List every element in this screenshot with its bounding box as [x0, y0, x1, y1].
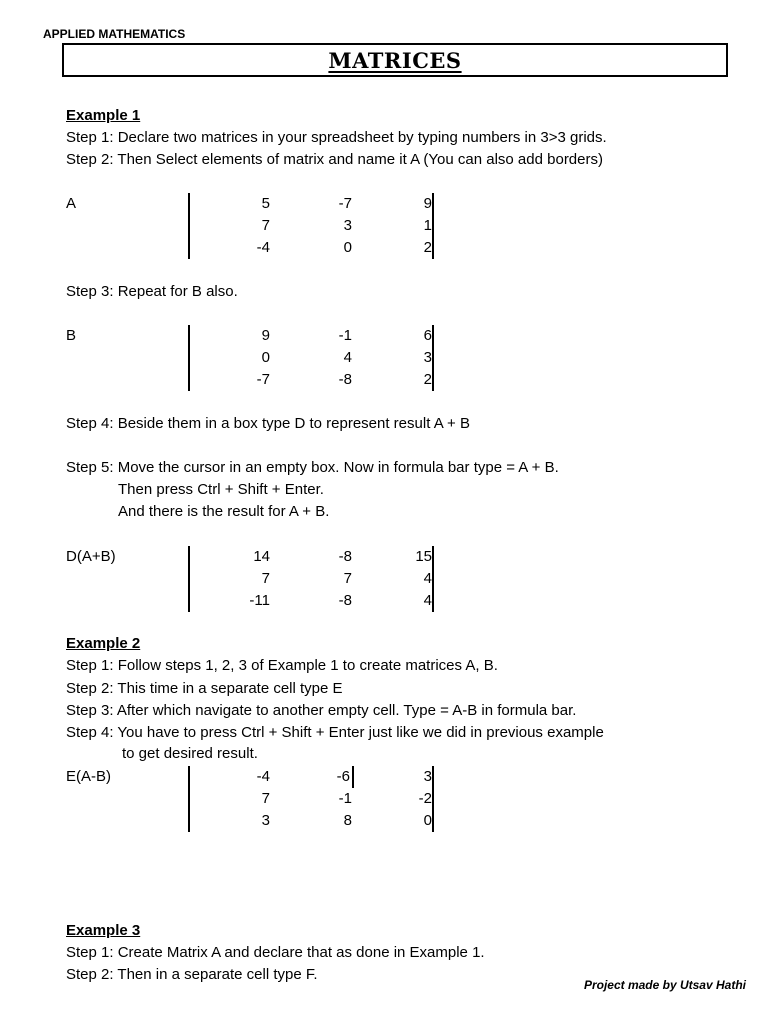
matrix-cell: 0	[261, 349, 270, 366]
matrix-cell: 3	[261, 812, 270, 829]
matrix-cell: 7	[261, 570, 270, 587]
matrix-label: A	[66, 195, 77, 212]
matrix-cell: 4	[343, 349, 352, 366]
matrix-cell: 0	[343, 239, 352, 256]
matrix-cell: 0	[423, 812, 432, 829]
example2-heading: Example 2	[66, 635, 141, 652]
title-box	[62, 43, 728, 77]
example1-step3: Step 3: Repeat for B also.	[66, 283, 238, 300]
matrix-cell: -4	[256, 239, 270, 256]
matrix-a	[66, 193, 466, 259]
matrix-cell: 4	[423, 592, 432, 609]
matrix-cell: 14	[253, 548, 270, 565]
example1-step5-continued: Then press Ctrl + Shift + Enter.	[118, 481, 324, 498]
matrix-cell: -7	[338, 195, 352, 212]
matrix-cell: 7	[343, 570, 352, 587]
example3-step1: Step 1: Create Matrix A and declare that as done in Example 1.	[66, 944, 485, 961]
example3-step2: Step 2: Then in a separate cell type F.	[66, 966, 318, 983]
matrix-cell: -8	[338, 548, 352, 565]
matrix-bar-left	[188, 193, 190, 259]
matrix-label: B	[66, 327, 77, 344]
matrix-label: D(A+B)	[66, 548, 116, 565]
example1-step1: Step 1: Declare two matrices in your spreadsheet by typing numbers in 3>3 grids.	[66, 129, 607, 146]
example1-step4: Step 4: Beside them in a box type D to represent result A + B	[66, 415, 470, 432]
matrix-cell: 6	[423, 327, 432, 344]
matrix-d	[66, 546, 466, 612]
matrix-bar-right	[432, 193, 434, 259]
matrix-cell: 2	[423, 239, 432, 256]
matrix-cell: 5	[261, 195, 270, 212]
subject-header: APPLIED MATHEMATICS	[43, 27, 186, 41]
matrix-cell: -1	[338, 790, 352, 807]
cell-cursor	[352, 766, 354, 788]
example2-step4: Step 4: You have to press Ctrl + Shift + Enter just like we did in previous example	[66, 724, 604, 741]
matrix-cell: 9	[423, 195, 432, 212]
matrix-cell: 7	[261, 790, 270, 807]
matrix-cell: 8	[343, 812, 352, 829]
example1-heading: Example 1	[66, 107, 141, 124]
example2-step2: Step 2: This time in a separate cell type E	[66, 680, 343, 697]
matrix-bar-right	[432, 766, 434, 832]
example1-step2: Step 2: Then Select elements of matrix and name it A (You can also add borders)	[66, 151, 603, 168]
matrix-cell: -8	[338, 592, 352, 609]
matrix-label: E(A-B)	[66, 768, 111, 785]
matrix-cell: -11	[249, 592, 270, 609]
matrix-bar-left	[188, 766, 190, 832]
matrix-e	[66, 766, 466, 832]
page-title: MATRICES	[328, 47, 462, 73]
matrix-cell: -6	[336, 768, 350, 785]
matrix-bar-right	[432, 546, 434, 612]
matrix-bar-left	[188, 546, 190, 612]
matrix-cell: -4	[256, 768, 270, 785]
matrix-cell: 7	[261, 217, 270, 234]
matrix-cell: 3	[423, 349, 432, 366]
example3-heading: Example 3	[66, 922, 141, 939]
example1-step5-result: And there is the result for A + B.	[118, 503, 330, 520]
example2-step3: Step 3: After which navigate to another empty cell. Type = A-B in formula bar.	[66, 702, 577, 719]
matrix-bar-left	[188, 325, 190, 391]
matrix-cell: 3	[343, 217, 352, 234]
matrix-cell: -8	[338, 371, 352, 388]
example2-step1: Step 1: Follow steps 1, 2, 3 of Example 1 to create matrices A, B.	[66, 657, 498, 674]
matrix-cell: 2	[423, 371, 432, 388]
matrix-cell: 9	[261, 327, 270, 344]
matrix-cell: 15	[415, 548, 432, 565]
matrix-cell: -1	[338, 327, 352, 344]
matrix-cell: 3	[423, 768, 432, 785]
example1-step5: Step 5: Move the cursor in an empty box. Now in formula bar type = A + B.	[66, 459, 559, 476]
matrix-cell: 4	[423, 570, 432, 587]
matrix-cell: 1	[423, 217, 432, 234]
author-credit: Project made by Utsav Hathi	[583, 978, 746, 992]
matrix-b	[66, 325, 466, 391]
matrix-bar-right	[432, 325, 434, 391]
matrix-cell: -2	[418, 790, 432, 807]
matrix-cell: -7	[256, 371, 270, 388]
example2-step4-continued: to get desired result.	[122, 745, 258, 762]
